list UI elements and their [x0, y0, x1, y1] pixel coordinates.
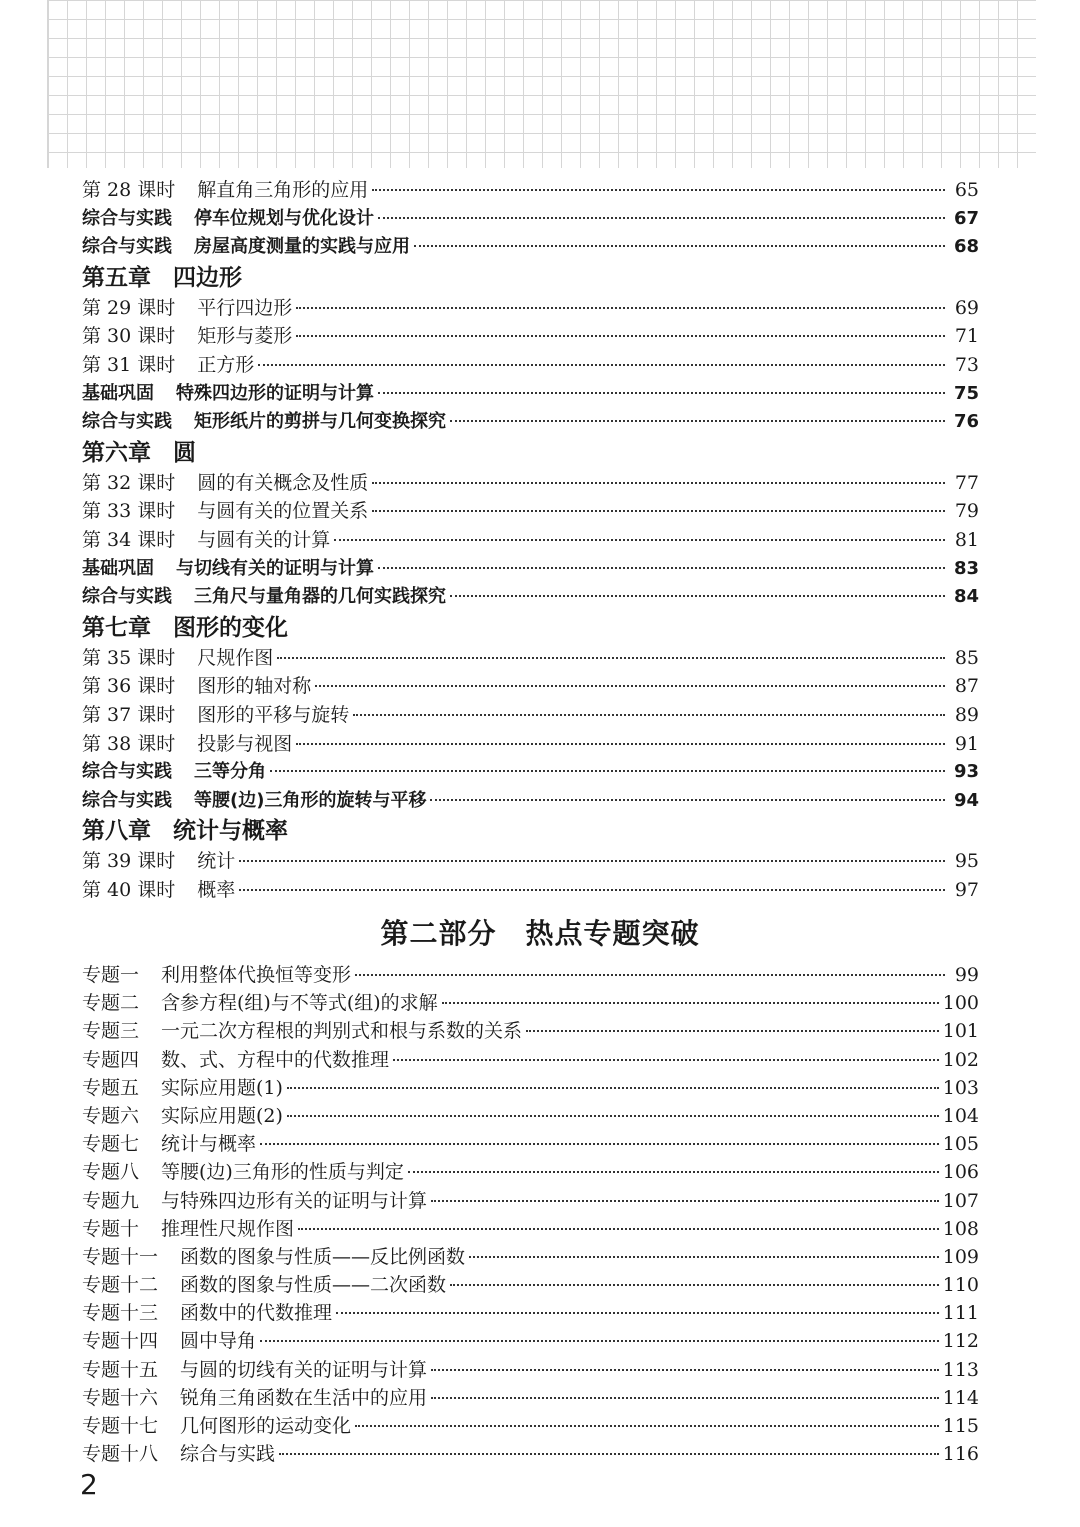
toc-entry-page: 84: [953, 586, 979, 608]
toc-entry-title: 与特殊四边形有关的证明与计算: [161, 1189, 428, 1212]
toc-entry-prefix: 第 39 课时: [82, 850, 176, 873]
toc-entry: [82, 176, 979, 205]
toc-entry-page: 100: [942, 992, 979, 1015]
toc-entry-page: 114: [942, 1386, 979, 1409]
toc-entry: [82, 1130, 979, 1158]
page-number: 2: [80, 1468, 98, 1501]
toc-entry-title: 统计与概率: [161, 1133, 257, 1156]
toc-entry-page: 108: [942, 1217, 979, 1240]
toc-entry: [82, 787, 979, 816]
dot-leader: [450, 420, 945, 422]
dot-leader: [372, 482, 945, 484]
dot-leader: [277, 657, 945, 659]
toc-entry-title: 等腰(边)三角形的性质与判定: [161, 1161, 404, 1184]
toc-entry-title: 函数中的代数推理: [180, 1302, 333, 1325]
toc-entry: [82, 1243, 979, 1271]
toc-entry-title: 含参方程(组)与不等式(组)的求解: [161, 992, 438, 1015]
toc-entry-page: 106: [942, 1161, 979, 1184]
dot-leader: [239, 860, 945, 862]
toc-entry-label: [82, 1158, 404, 1186]
toc-entry: [82, 1017, 979, 1045]
toc-entry-title: 函数的图象与性质——反比例函数: [180, 1245, 466, 1268]
toc-entry-prefix: 专题十四: [82, 1330, 159, 1353]
toc-entry: [82, 351, 979, 380]
toc-entry-prefix: 专题八: [82, 1161, 140, 1184]
toc-entry-label: [82, 1299, 332, 1327]
toc-entry-prefix: 基础巩固: [82, 382, 154, 404]
dot-leader: [393, 1059, 939, 1061]
toc-entry-prefix: 第 35 课时: [82, 646, 176, 669]
chapter-heading: [82, 612, 979, 644]
toc-entry-label: [82, 583, 446, 612]
part2-title: 第二部分 热点专题突破: [380, 917, 700, 950]
dot-leader: [372, 189, 945, 191]
chapter-heading: [82, 815, 979, 847]
toc-entry-label: [82, 1130, 256, 1158]
chapter-title: 图形的变化: [173, 614, 288, 641]
toc-entry-label: [82, 961, 351, 989]
toc-entry-prefix: 专题一: [82, 964, 140, 986]
toc-entry-title: 圆的有关概念及性质: [197, 471, 369, 494]
toc-entry-page: 105: [942, 1133, 979, 1156]
toc-entry-page: 104: [942, 1104, 979, 1127]
toc-entry-prefix: 专题三: [82, 1020, 140, 1043]
toc-entry-label: [82, 351, 254, 380]
toc-entry-title: 房屋高度测量的实践与应用: [194, 236, 410, 258]
toc-entry-prefix: 专题四: [82, 1048, 140, 1071]
chapter-title: 四边形: [173, 264, 242, 291]
toc-entry-label: [82, 876, 235, 905]
toc-entry-title: 锐角三角函数在生活中的应用: [180, 1386, 428, 1409]
toc-entry: [82, 1187, 979, 1215]
toc-entry: [82, 730, 979, 759]
toc-entry-page: 94: [953, 789, 979, 811]
chapter-heading: [82, 437, 979, 469]
grid-paper-header: [47, 0, 1036, 168]
toc-entry-prefix: 第 29 课时: [82, 296, 176, 319]
toc-entry: [82, 672, 979, 701]
dot-leader: [431, 1200, 939, 1202]
dot-leader: [296, 335, 945, 337]
toc-entry: [82, 1046, 979, 1074]
toc-entry-label: [82, 1102, 283, 1130]
toc-entry-page: 103: [942, 1076, 979, 1099]
toc-entry-label: [82, 322, 292, 351]
toc-entry-label: [82, 787, 426, 816]
toc-entry-page: 81: [954, 528, 979, 551]
toc-entry-label: [82, 205, 374, 234]
dot-leader: [355, 1425, 939, 1427]
toc-entry: [82, 701, 979, 730]
toc-entry-title: 特殊四边形的证明与计算: [176, 382, 374, 404]
toc-entry: [82, 497, 979, 526]
chapter-heading: [82, 262, 979, 294]
toc-entry: [82, 1158, 979, 1186]
toc-entry: [82, 876, 979, 905]
toc-entry-title: 正方形: [197, 353, 255, 376]
chapter-number: 第八章: [82, 818, 151, 845]
toc-entry-page: 67: [953, 207, 979, 229]
toc-entry-label: [82, 555, 374, 584]
toc-entry-title: 推理性尺规作图: [161, 1217, 295, 1240]
toc-entry-label: [82, 380, 374, 409]
toc-entry-title: 综合与实践: [180, 1443, 276, 1466]
toc-entry-page: 68: [953, 236, 979, 258]
toc-entry-title: 一元二次方程根的判别式和根与系数的关系: [161, 1020, 523, 1043]
toc-entry: [82, 583, 979, 612]
toc-entry-title: 利用整体代换恒等变形: [161, 964, 352, 986]
toc-entry-label: [82, 469, 368, 498]
toc-entry-title: 函数的图象与性质——二次函数: [180, 1274, 447, 1297]
dot-leader: [279, 1453, 939, 1455]
toc-entry-page: 107: [942, 1189, 979, 1212]
toc-entry-title: 圆中导角: [180, 1330, 257, 1353]
toc-entry-title: 概率: [197, 878, 236, 901]
toc-entry-prefix: 第 30 课时: [82, 325, 176, 348]
toc-entry-page: 76: [953, 411, 979, 433]
toc-entry-title: 矩形纸片的剪拼与几何变换探究: [194, 411, 446, 433]
dot-leader: [469, 1256, 939, 1258]
toc-entry: [82, 294, 979, 323]
toc-entry-page: 102: [942, 1048, 979, 1071]
dot-leader: [260, 1143, 939, 1145]
toc-entry-label: [82, 672, 311, 701]
toc-entry-page: 75: [953, 382, 979, 404]
toc-entry-title: 实际应用题(2): [161, 1104, 283, 1127]
dot-leader: [450, 1284, 939, 1286]
toc-entry-title: 与圆有关的计算: [197, 528, 331, 551]
toc-entry: [82, 322, 979, 351]
toc-entry-prefix: 专题九: [82, 1189, 140, 1212]
dot-leader: [430, 799, 945, 801]
toc-entry-label: [82, 1215, 294, 1243]
toc-entry-label: [82, 989, 438, 1017]
toc-entry-title: 图形的平移与旋转: [197, 703, 350, 726]
toc-entry-title: 与圆的切线有关的证明与计算: [180, 1358, 428, 1381]
toc-entry-title: 解直角三角形的应用: [197, 179, 369, 201]
toc-entry-label: [82, 1384, 427, 1412]
toc-entry-title: 实际应用题(1): [161, 1076, 283, 1099]
dot-leader: [260, 1340, 939, 1342]
chapter-number: 第六章: [82, 439, 151, 466]
toc-entry-title: 数、式、方程中的代数推理: [161, 1048, 390, 1071]
dot-leader: [355, 974, 945, 976]
toc-part2: [82, 961, 979, 1468]
dot-leader: [372, 510, 945, 512]
toc-entry: [82, 205, 979, 234]
chapter-number: 第五章: [82, 264, 151, 291]
dot-leader: [287, 1115, 939, 1117]
toc-entry-page: 91: [954, 732, 979, 755]
toc-entry-page: 110: [942, 1274, 979, 1297]
dot-leader: [378, 392, 945, 394]
toc-entry: [82, 644, 979, 673]
dot-leader: [270, 770, 945, 772]
toc-entry-page: 79: [954, 500, 979, 523]
toc-entry: [82, 1412, 979, 1440]
dot-leader: [526, 1030, 939, 1032]
toc-entry: [82, 1271, 979, 1299]
toc-entry-label: [82, 1271, 446, 1299]
toc-entry-label: [82, 847, 235, 876]
toc-entry: [82, 1327, 979, 1355]
toc-entry-prefix: 第 32 课时: [82, 471, 176, 494]
toc-entry-prefix: 专题五: [82, 1076, 140, 1099]
toc-entry: [82, 989, 979, 1017]
toc-entry-page: 109: [942, 1245, 979, 1268]
toc-entry-prefix: 专题十二: [82, 1274, 159, 1297]
dot-leader: [450, 595, 945, 597]
toc-entry-page: 93: [953, 761, 979, 783]
toc-entry-page: 97: [954, 878, 979, 901]
toc-entry-prefix: 第 36 课时: [82, 675, 176, 698]
toc-entry-prefix: 专题十五: [82, 1358, 159, 1381]
toc-entry-title: 等腰(边)三角形的旋转与平移: [194, 789, 427, 811]
toc-entry-prefix: 综合与实践: [82, 761, 172, 783]
toc-entry: [82, 961, 979, 989]
dot-leader: [296, 743, 945, 745]
dot-leader: [258, 364, 945, 366]
dot-leader: [334, 539, 945, 541]
chapter-number: 第七章: [82, 614, 151, 641]
toc-entry-label: [82, 1356, 427, 1384]
toc-entry: [82, 847, 979, 876]
toc-entry-page: 115: [942, 1415, 979, 1437]
toc-entry-label: [82, 1074, 283, 1102]
toc-entry-prefix: 专题六: [82, 1104, 140, 1127]
toc-entry-page: 101: [942, 1020, 979, 1043]
toc-entry-label: [82, 1412, 351, 1440]
toc-entry-title: 平行四边形: [197, 296, 293, 319]
toc-entry-page: 113: [942, 1358, 979, 1381]
toc-entry-label: [82, 1046, 389, 1074]
dot-leader: [431, 1397, 939, 1399]
toc-entry-title: 统计: [197, 850, 236, 873]
toc-entry-page: 99: [954, 964, 979, 986]
toc-entry-prefix: 第 40 课时: [82, 878, 176, 901]
toc-entry-title: 与圆有关的位置关系: [197, 500, 369, 523]
toc-entry-prefix: 专题十三: [82, 1302, 159, 1325]
toc-entry-page: 87: [954, 675, 979, 698]
toc-entry-page: 69: [954, 296, 979, 319]
toc-entry-page: 77: [954, 471, 979, 494]
toc-entry-title: 三等分角: [194, 761, 266, 783]
dot-leader: [315, 685, 945, 687]
toc-entry-prefix: 综合与实践: [82, 586, 172, 608]
toc-entry: [82, 1299, 979, 1327]
toc-entry-title: 几何图形的运动变化: [180, 1415, 352, 1437]
toc-entry-page: 112: [942, 1330, 979, 1353]
toc-entry-prefix: 专题十六: [82, 1386, 159, 1409]
toc-entry-label: [82, 1327, 256, 1355]
toc-entry-page: 71: [954, 325, 979, 348]
toc-entry: [82, 1356, 979, 1384]
toc-entry: [82, 555, 979, 584]
toc-entry-prefix: 第 28 课时: [82, 179, 176, 201]
toc-entry: [82, 1102, 979, 1130]
dot-leader: [336, 1312, 939, 1314]
toc-entry-label: [82, 701, 349, 730]
toc-part1: [82, 176, 979, 904]
toc-entry: [82, 1440, 979, 1468]
toc-entry-page: 95: [954, 850, 979, 873]
dot-leader: [239, 889, 945, 891]
toc-entry-page: 85: [954, 646, 979, 669]
toc-entry-prefix: 第 37 课时: [82, 703, 176, 726]
toc-entry-title: 图形的轴对称: [197, 675, 312, 698]
dot-leader: [296, 307, 945, 309]
toc-entry-title: 与切线有关的证明与计算: [176, 557, 374, 579]
toc-entry-prefix: 第 33 课时: [82, 500, 176, 523]
toc-entry: [82, 1215, 979, 1243]
toc-entry-page: 89: [954, 703, 979, 726]
toc-entry-label: [82, 408, 446, 437]
toc-entry-page: 83: [953, 557, 979, 579]
toc-entry: [82, 408, 979, 437]
toc-entry-label: [82, 1187, 427, 1215]
dot-leader: [353, 714, 945, 716]
toc-entry-prefix: 综合与实践: [82, 207, 172, 229]
toc-entry-title: 投影与视图: [197, 732, 293, 755]
toc-entry-prefix: 第 38 课时: [82, 732, 176, 755]
toc-entry-prefix: 专题十七: [82, 1415, 159, 1437]
chapter-title: 圆: [173, 439, 196, 466]
toc-entry: [82, 380, 979, 409]
dot-leader: [408, 1171, 939, 1173]
toc-entry-label: [82, 1440, 275, 1468]
toc-entry-title: 停车位规划与优化设计: [194, 207, 374, 229]
dot-leader: [378, 567, 945, 569]
toc-entry-prefix: 第 31 课时: [82, 353, 176, 376]
toc-entry-page: 65: [954, 179, 979, 201]
toc-entry-label: [82, 644, 273, 673]
dot-leader: [431, 1369, 939, 1371]
toc-entry-label: [82, 730, 292, 759]
toc-entry-title: 三角尺与量角器的几何实践探究: [194, 586, 446, 608]
toc-entry-page: 111: [942, 1302, 979, 1325]
toc-entry: [82, 1384, 979, 1412]
toc-entry-label: [82, 176, 368, 205]
toc-entry: [82, 526, 979, 555]
toc-entry-prefix: 专题十: [82, 1217, 140, 1240]
toc-entry-label: [82, 758, 266, 787]
dot-leader: [378, 217, 945, 219]
toc-entry-title: 尺规作图: [197, 646, 274, 669]
toc-entry: [82, 758, 979, 787]
toc-entry-prefix: 综合与实践: [82, 789, 172, 811]
chapter-title: 统计与概率: [173, 818, 288, 845]
toc-entry-prefix: 专题七: [82, 1133, 140, 1156]
toc-entry-prefix: 综合与实践: [82, 411, 172, 433]
toc-entry-prefix: 专题十八: [82, 1443, 159, 1466]
toc-entry: [82, 469, 979, 498]
dot-leader: [287, 1087, 939, 1089]
toc-entry: [82, 1074, 979, 1102]
toc-entry-prefix: 专题二: [82, 992, 140, 1015]
dot-leader: [442, 1002, 939, 1004]
toc-entry: [82, 233, 979, 262]
toc-entry-label: [82, 1017, 522, 1045]
toc-entry-prefix: 综合与实践: [82, 236, 172, 258]
toc-entry-page: 116: [942, 1443, 979, 1466]
toc-entry-title: 矩形与菱形: [197, 325, 293, 348]
toc-entry-label: [82, 497, 368, 526]
toc-entry-prefix: 第 34 课时: [82, 528, 176, 551]
toc-entry-prefix: 专题十一: [82, 1245, 159, 1268]
toc-entry-label: [82, 294, 292, 323]
toc-entry-label: [82, 233, 410, 262]
toc-entry-prefix: 基础巩固: [82, 557, 154, 579]
toc-entry-label: [82, 1243, 465, 1271]
toc-entry-page: 73: [954, 353, 979, 376]
dot-leader: [298, 1228, 939, 1230]
dot-leader: [414, 245, 945, 247]
toc-entry-label: [82, 526, 330, 555]
